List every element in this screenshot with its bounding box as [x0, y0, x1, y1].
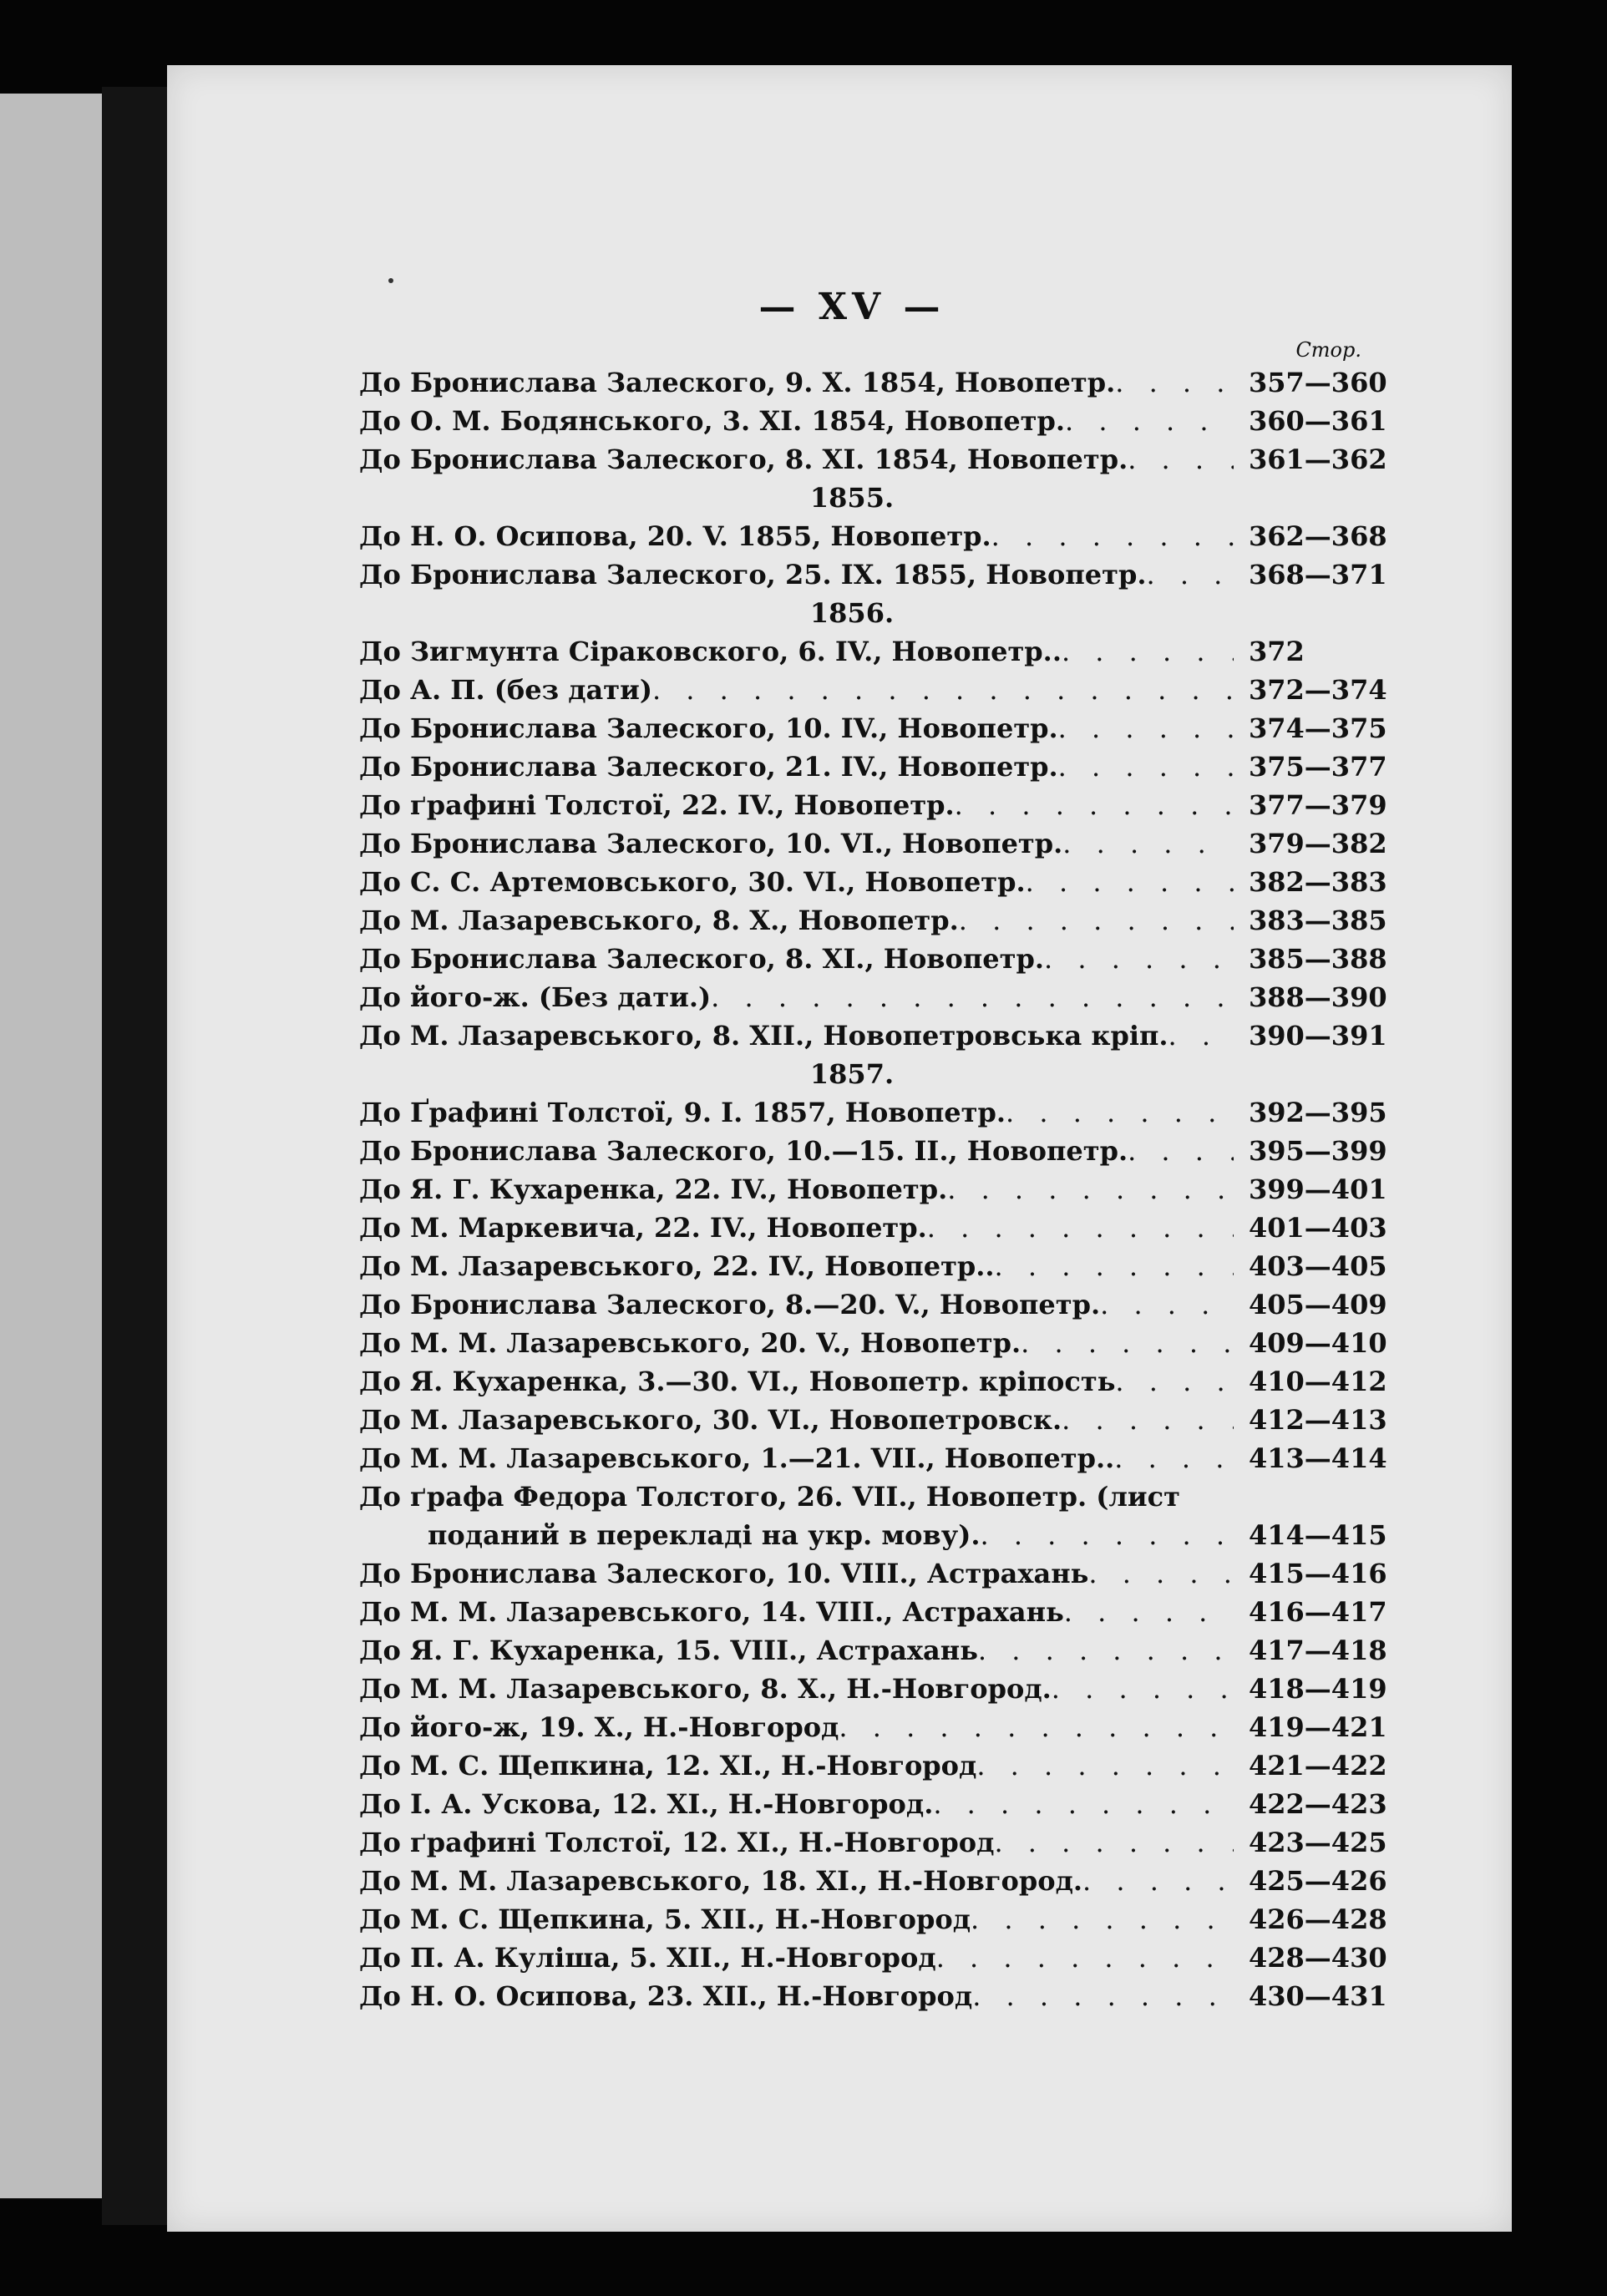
- toc-entry: [359, 440, 1395, 479]
- toc-entry: [359, 1631, 1395, 1670]
- toc-entry: [359, 1823, 1395, 1862]
- entry-pages: 383—385: [1249, 905, 1387, 936]
- entry-title: До Бронислава Залеского, 10. VIII., Астрахань: [359, 1558, 1089, 1589]
- entry-title: До Ґрафині Толстої, 9. I. 1857, Новопетр.: [359, 1097, 1006, 1128]
- entry-title: До Зигмунта Сіраковского, 6. IV., Новопетр..: [359, 636, 1062, 667]
- leader-dots: [1146, 555, 1234, 594]
- leader-dots: [1062, 824, 1234, 863]
- entry-pages: 422—423: [1249, 1788, 1387, 1820]
- leader-dots: [991, 517, 1234, 555]
- entry-title: До Н. О. Осипова, 20. V. 1855, Новопетр.: [359, 520, 991, 552]
- entry-title: До М. С. Щепкина, 12. XI., Н.-Новгород: [359, 1750, 977, 1782]
- pages-column-header: Стор.: [1295, 338, 1361, 362]
- entry-pages: 417—418: [1249, 1635, 1387, 1666]
- toc-entry: [359, 402, 1395, 440]
- toc-entry: [359, 1708, 1395, 1746]
- leader-dots: [1058, 748, 1234, 786]
- leader-dots: [995, 1247, 1234, 1285]
- toc-entry-continuation: [359, 1516, 1395, 1554]
- entry-title: До Бронислава Залеского, 25. IX. 1855, Новопетр.: [359, 559, 1147, 590]
- entry-title: До ґрафа Федора Толстого, 26. VII., Новопетр. (лист: [359, 1481, 1180, 1513]
- leader-dots: [927, 1209, 1234, 1247]
- toc-entry: [359, 824, 1395, 863]
- leader-dots: [978, 1631, 1234, 1670]
- entry-title: До Бронислава Залеского, 8. XI., Новопетр.: [359, 943, 1044, 975]
- entry-title: До його-ж, 19. X., Н.-Новгород: [359, 1711, 839, 1743]
- toc-entry: [359, 1324, 1395, 1362]
- leader-dots: [1062, 1401, 1234, 1439]
- toc-entry: [359, 1554, 1395, 1593]
- leader-dots: [839, 1708, 1234, 1746]
- leader-dots: [1115, 1362, 1234, 1401]
- entry-title: До П. А. Куліша, 5. XII., Н.-Новгород: [359, 1942, 936, 1974]
- entry-pages: 390—391: [1249, 1020, 1387, 1052]
- entry-title: До М. Лазаревського, 8. XII., Новопетровська кріп.: [359, 1020, 1168, 1052]
- leader-dots: [1100, 1285, 1234, 1324]
- toc-entry: [359, 709, 1395, 748]
- entry-title: До М. М. Лазаревського, 1.—21. VII., Новопетр..: [359, 1442, 1115, 1474]
- leader-dots: [933, 1785, 1234, 1823]
- entry-pages: 399—401: [1249, 1173, 1387, 1205]
- toc-entry: [359, 671, 1395, 709]
- entry-title: До М. Маркевича, 22. IV., Новопетр.: [359, 1212, 927, 1244]
- leader-dots: [1026, 863, 1234, 901]
- entry-pages: 374—375: [1249, 712, 1387, 744]
- entry-title: До М. М. Лазаревського, 18. XI., Н.-Новгород.: [359, 1865, 1083, 1897]
- entry-pages: 401—403: [1249, 1212, 1387, 1244]
- entry-pages: 410—412: [1249, 1366, 1387, 1397]
- entry-title: До М. С. Щепкина, 5. XII., Н.-Новгород: [359, 1903, 971, 1935]
- entry-title: До Бронислава Залеского, 8.—20. V., Новопетр.: [359, 1289, 1101, 1320]
- entry-title: До М. Лазаревського, 22. IV., Новопетр..: [359, 1250, 995, 1282]
- entry-title: До А. П. (без дати): [359, 674, 652, 706]
- entry-title: До М. Лазаревського, 30. VI., Новопетровск.: [359, 1404, 1062, 1436]
- toc-entry: [359, 1132, 1395, 1170]
- entry-pages: 362—368: [1249, 520, 1387, 552]
- entry-title: До Бронислава Залеского, 21. IV., Новопетр.: [359, 751, 1058, 783]
- toc-entry: [359, 1977, 1395, 2015]
- adjacent-page-edge: [0, 94, 102, 2198]
- entry-pages: 360—361: [1249, 405, 1387, 437]
- entry-pages: 372—374: [1249, 674, 1387, 706]
- entry-title: До О. М. Бодянського, 3. XI. 1854, Новопетр.: [359, 405, 1066, 437]
- leader-dots: [1128, 1132, 1234, 1170]
- entry-title: До Я. Г. Кухаренка, 15. VIII., Астрахань: [359, 1635, 978, 1666]
- leader-dots: [1062, 632, 1234, 671]
- toc-entry: [359, 1247, 1395, 1285]
- entry-title: До ґрафині Толстої, 22. IV., Новопетр.: [359, 789, 955, 821]
- entry-pages: 409—410: [1249, 1327, 1387, 1359]
- entry-pages: 428—430: [1249, 1942, 1387, 1974]
- book-page: [167, 65, 1512, 2232]
- entry-pages: 361—362: [1249, 443, 1387, 475]
- leader-dots: [980, 1516, 1234, 1554]
- leader-dots: [1065, 402, 1234, 440]
- toc-body: [359, 363, 1395, 2015]
- entry-pages: 392—395: [1249, 1097, 1387, 1128]
- entry-title: До ґрафині Толстої, 12. XI., Н.-Новгород: [359, 1827, 995, 1858]
- entry-pages: 412—413: [1249, 1404, 1387, 1436]
- toc-entry: [359, 1670, 1395, 1708]
- toc-entry: [359, 1746, 1395, 1785]
- entry-title: До М. М. Лазаревського, 8. X., Н.-Новгород.: [359, 1673, 1052, 1705]
- entry-pages: 368—371: [1249, 559, 1387, 590]
- leader-dots: [1114, 1439, 1234, 1477]
- toc-entry: [359, 1401, 1395, 1439]
- entry-pages: 375—377: [1249, 751, 1387, 783]
- entry-title: До Бронислава Залеского, 10.—15. II., Новопетр.: [359, 1135, 1128, 1167]
- leader-dots: [936, 1939, 1234, 1977]
- toc-entry: [359, 1939, 1395, 1977]
- entry-pages: 377—379: [1249, 789, 1387, 821]
- year-heading: 1855.: [809, 482, 895, 514]
- toc-entry: [359, 1862, 1395, 1900]
- year-heading: 1856.: [809, 597, 895, 629]
- entry-title: До М. М. Лазаревського, 20. V., Новопетр.: [359, 1327, 1021, 1359]
- entry-pages: 382—383: [1249, 866, 1387, 898]
- toc-entry: [359, 632, 1395, 671]
- leader-dots: [1082, 1862, 1234, 1900]
- toc-entry: [359, 1016, 1395, 1055]
- entry-pages: 372: [1249, 636, 1305, 667]
- leader-dots: [1052, 1670, 1234, 1708]
- leader-dots: [1088, 1554, 1234, 1593]
- toc-entry: [359, 1593, 1395, 1631]
- leader-dots: [971, 1900, 1234, 1939]
- entry-title: До його-ж. (Без дати.): [359, 981, 712, 1013]
- leader-dots: [1021, 1324, 1234, 1362]
- entry-title: До I. А. Ускова, 12. XI., Н.-Новгород.: [359, 1788, 934, 1820]
- entry-pages: 418—419: [1249, 1673, 1387, 1705]
- entry-pages: 416—417: [1249, 1596, 1387, 1628]
- toc-entry: [359, 1362, 1395, 1401]
- entry-title: До Бронислава Залеского, 10. IV., Новопетр.: [359, 712, 1058, 744]
- toc-entry: [359, 786, 1395, 824]
- leader-dots: [1064, 1593, 1234, 1631]
- entry-title: До С. С. Артемовського, 30. VI., Новопетр.: [359, 866, 1026, 898]
- toc-entry: [359, 1209, 1395, 1247]
- leader-dots: [972, 1977, 1234, 2015]
- entry-pages: 425—426: [1249, 1865, 1387, 1897]
- entry-pages: 385—388: [1249, 943, 1387, 975]
- toc-entry: [359, 940, 1395, 978]
- toc-entry: [359, 555, 1395, 594]
- entry-title: До Я. Кухаренка, 3.—30. VI., Новопетр. кріпость: [359, 1366, 1116, 1397]
- year-heading: 1857.: [809, 1058, 895, 1090]
- entry-pages: 414—415: [1249, 1519, 1387, 1551]
- table-of-contents: [359, 278, 1395, 2015]
- entry-pages: 415—416: [1249, 1558, 1387, 1589]
- entry-pages: 388—390: [1249, 981, 1387, 1013]
- toc-entry: [359, 517, 1395, 555]
- entry-pages: 379—382: [1249, 828, 1387, 859]
- entry-pages: 413—414: [1249, 1442, 1387, 1474]
- toc-entry: [359, 363, 1395, 402]
- entry-title-continuation: поданий в перекладі на укр. мову).: [428, 1519, 981, 1551]
- toc-entry: [359, 901, 1395, 940]
- entry-title: До Бронислава Залеского, 9. X. 1854, Новопетр.: [359, 367, 1116, 398]
- leader-dots: [652, 671, 1234, 709]
- entry-pages: 405—409: [1249, 1289, 1387, 1320]
- entry-pages: 395—399: [1249, 1135, 1387, 1167]
- book-spine: [102, 87, 167, 2225]
- toc-entry: [359, 1285, 1395, 1324]
- entry-pages: 403—405: [1249, 1250, 1387, 1282]
- entry-title: До Бронислава Залеского, 8. XI. 1854, Новопетр.: [359, 443, 1128, 475]
- entry-pages: 423—425: [1249, 1827, 1387, 1858]
- toc-entry: [359, 1170, 1395, 1209]
- entry-title: До М. М. Лазаревського, 14. VIII., Астрахань: [359, 1596, 1064, 1628]
- page-number: — XV —: [758, 286, 945, 328]
- leader-dots: [1168, 1016, 1234, 1055]
- leader-dots: [1058, 709, 1234, 748]
- entry-pages: 421—422: [1249, 1750, 1387, 1782]
- toc-entry: [359, 863, 1395, 901]
- leader-dots: [1115, 363, 1234, 402]
- entry-title: До М. Лазаревського, 8. X., Новопетр.: [359, 905, 959, 936]
- leader-dots: [959, 901, 1234, 940]
- leader-dots: [955, 786, 1234, 824]
- leader-dots: [976, 1746, 1234, 1785]
- toc-entry: [359, 1785, 1395, 1823]
- toc-entry: [359, 1477, 1395, 1516]
- leader-dots: [1044, 940, 1234, 978]
- leader-dots: [1128, 440, 1234, 479]
- entry-title: До Я. Г. Кухаренка, 22. IV., Новопетр.: [359, 1173, 948, 1205]
- toc-entry: [359, 748, 1395, 786]
- entry-pages: 430—431: [1249, 1980, 1387, 2012]
- leader-dots: [1006, 1093, 1234, 1132]
- entry-pages: 426—428: [1249, 1903, 1387, 1935]
- toc-entry: [359, 1093, 1395, 1132]
- leader-dots: [994, 1823, 1234, 1862]
- leader-dots: [711, 978, 1234, 1016]
- entry-title: До Бронислава Залеского, 10. VI., Новопетр.: [359, 828, 1063, 859]
- leader-dots: [947, 1170, 1234, 1209]
- entry-pages: 357—360: [1249, 367, 1387, 398]
- entry-pages: 419—421: [1249, 1711, 1387, 1743]
- toc-entry: [359, 978, 1395, 1016]
- toc-entry: [359, 1900, 1395, 1939]
- entry-title: До Н. О. Осипова, 23. XII., Н.-Новгород: [359, 1980, 973, 2012]
- toc-entry: [359, 1439, 1395, 1477]
